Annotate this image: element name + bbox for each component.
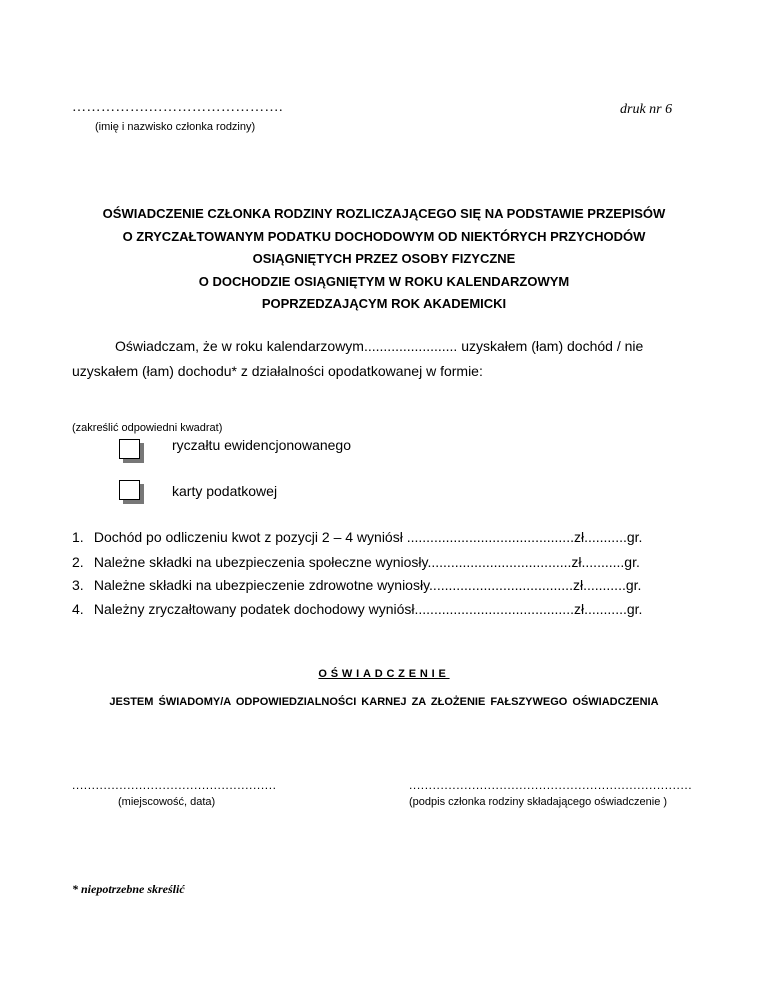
- option-label-ryczalt: ryczałtu ewidencjonowanego: [172, 437, 351, 453]
- options-hint: (zakreślić odpowiedni kwadrat): [72, 422, 223, 434]
- list-item-1: [72, 529, 642, 545]
- list-item-number: 3.: [72, 577, 84, 593]
- list-item-text: Należne składki na ubezpieczenie zdrowotne wyniosły.....................................zł...........gr.: [93, 577, 642, 593]
- list-item-4: [72, 601, 642, 617]
- document-title: [0, 203, 768, 316]
- title-line-1: OŚWIADCZENIE CZŁONKA RODZINY ROZLICZAJĄCEGO SIĘ NA PODSTAWIE PRZEPISÓW: [102, 206, 666, 221]
- place-date-caption: (miejscowość, data): [118, 796, 216, 808]
- checkbox-karta-podatkowa[interactable]: [119, 480, 140, 500]
- list-item-number: 1.: [72, 529, 84, 545]
- checkbox-ryczalt[interactable]: [119, 439, 140, 459]
- option-label-karta-podatkowa: karty podatkowej: [172, 483, 278, 499]
- list-item-3: [72, 577, 641, 593]
- list-item-number: 4.: [72, 601, 84, 617]
- signature-caption: (podpis członka rodziny składającego oświadczenie ): [409, 796, 668, 808]
- place-date-dotted-line: ....................................................: [72, 778, 277, 792]
- list-item-number: 2.: [72, 554, 84, 570]
- title-line-4: O DOCHODZIE OSIĄGNIĘTYM W ROKU KALENDARZOWYM: [198, 273, 570, 289]
- list-item-2: [72, 554, 640, 570]
- list-item-text: Dochód po odliczeniu kwot z pozycji 2 – 4 wyniósł ...........................................zł...........gr.: [93, 529, 643, 545]
- title-line-2: O ZRYCZAŁTOWANYM PODATKU DOCHODOWYM OD NIEKTÓRYCH PRZYCHODÓW: [122, 228, 646, 244]
- title-line-3: OSIĄGNIĘTYCH PRZEZ OSOBY FIZYCZNE: [252, 251, 516, 266]
- statement-line-1: Oświadczam, że w roku kalendarzowym........................ uzyskałem (łam) dochód / nie: [115, 338, 644, 354]
- list-item-text: Należny zryczałtowany podatek dochodowy wyniósł.........................................zł...........gr.: [93, 601, 643, 617]
- list-item-text: Należne składki na ubezpieczenia społeczne wyniosły.....................................zł...........gr.: [93, 554, 640, 570]
- form-number: druk nr 6: [620, 102, 673, 117]
- name-caption: (imię i nazwisko członka rodziny): [95, 121, 256, 133]
- footnote: * niepotrzebne skreślić: [72, 882, 185, 896]
- declaration-text: JESTEM ŚWIADOMY/A ODPOWIEDZIALNOŚCI KARNEJ ZA ZŁOŻENIE FAŁSZYWEGO OŚWIADCZENIA: [109, 696, 659, 708]
- declaration-heading: OŚWIADCZENIE: [318, 668, 450, 680]
- statement-line-2: uzyskałem (łam) dochodu* z działalności opodatkowanej w formie:: [72, 363, 483, 379]
- signature-dotted-line: ........................................................................: [409, 778, 693, 792]
- name-dotted-line: …………….……………………….: [72, 100, 283, 115]
- title-line-5: POPRZEDZAJĄCYM ROK AKADEMICKI: [261, 296, 507, 311]
